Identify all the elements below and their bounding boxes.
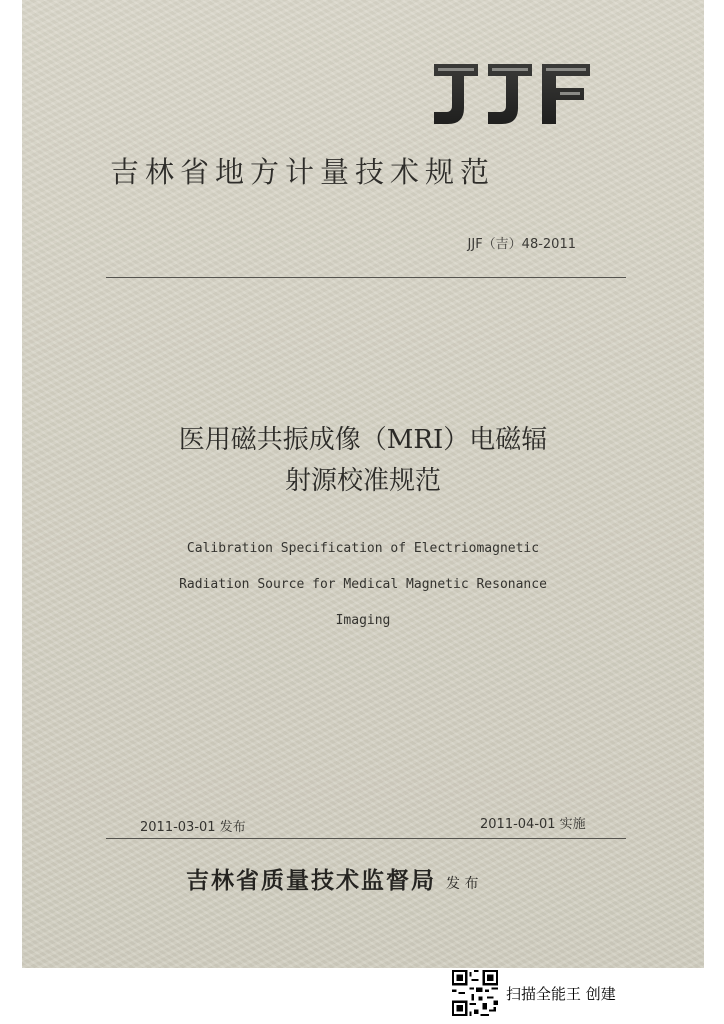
title-en-line2: Radiation Source for Medical Magnetic Resonance <box>179 577 547 592</box>
bottom-divider <box>106 838 626 839</box>
standard-type: 吉林省地方计量技术规范 <box>110 155 496 189</box>
jjf-logo-graphic <box>430 58 594 130</box>
top-divider <box>106 277 626 278</box>
issue-date: 2011-03-01 发布 <box>140 820 246 835</box>
implementation-date: 2011-04-01 实施 <box>480 817 586 832</box>
publisher-name: 吉林省质量技术监督局 <box>186 867 436 894</box>
jjf-logo <box>430 58 594 130</box>
publisher-line <box>186 862 478 895</box>
scanner-label: 扫描全能王 创建 <box>506 984 616 1003</box>
title-en-line3: Imaging <box>335 613 391 628</box>
standard-code: JJF（吉）48-2011 <box>467 237 576 252</box>
title-cn-line1: 医用磁共振成像（MRI）电磁辐 <box>178 425 548 455</box>
title-en-line1: Calibration Specification of Electriomagnetic <box>186 541 540 556</box>
document-cover <box>22 0 704 968</box>
publish-action: 发 布 <box>446 876 479 892</box>
qr-code-icon <box>452 970 498 1016</box>
title-cn-line2: 射源校准规范 <box>284 466 441 496</box>
scanner-watermark <box>452 970 616 1016</box>
